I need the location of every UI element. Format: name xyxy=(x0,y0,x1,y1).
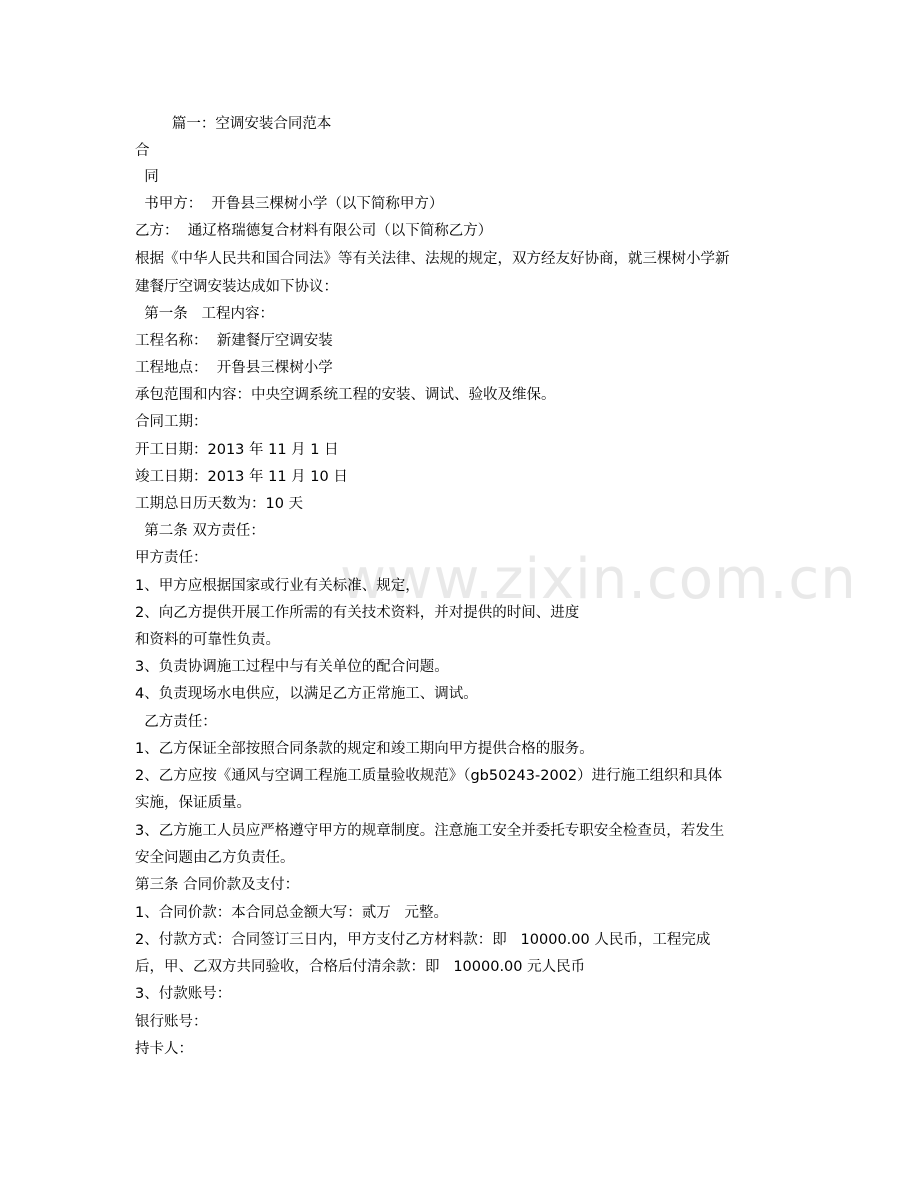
doc-line: 第一条 工程内容： xyxy=(135,306,275,322)
doc-line: 工程名称： 新建餐厅空调安装 xyxy=(135,333,333,349)
doc-line: 3、乙方施工人员应严格遵守甲方的规章制度。注意施工安全并委托专职安全检查员，若发生 xyxy=(135,823,725,839)
doc-line: 2、付款方式：合同签订三日内，甲方支付乙方材料款：即 10000.00 人民币，工程完成 xyxy=(135,932,711,948)
doc-line: 3、负责协调施工过程中与有关单位的配合问题。 xyxy=(135,659,449,675)
doc-line: 1、乙方保证全部按照合同条款的规定和竣工期向甲方提供合格的服务。 xyxy=(135,741,594,757)
doc-line: 篇一：空调安装合同范本 xyxy=(135,116,332,132)
doc-line: 1、甲方应根据国家或行业有关标准、规定， xyxy=(135,578,420,594)
doc-line: 合同工期： xyxy=(135,414,208,430)
doc-line: 根据《中华人民共和国合同法》等有关法律、法规的规定，双方经友好协商，就三棵树小学新 xyxy=(135,251,730,267)
doc-line: 和资料的可靠性负责。 xyxy=(135,632,280,648)
doc-line: 1、合同价款：本合同总金额大写：贰万 元整。 xyxy=(135,905,449,921)
doc-line: 第二条 双方责任： xyxy=(135,523,265,539)
doc-line: 4、负责现场水电供应，以满足乙方正常施工、调试。 xyxy=(135,686,478,702)
doc-line: 实施，保证质量。 xyxy=(135,795,251,811)
doc-line: 乙方： 通辽格瑞德复合材料有限公司（以下简称乙方） xyxy=(135,223,493,239)
doc-line: 合 xyxy=(135,143,150,159)
doc-line: 3、付款账号： xyxy=(135,986,232,1002)
doc-line: 承包范围和内容：中央空调系统工程的安装、调试、验收及维保。 xyxy=(135,387,556,403)
doc-line: 安全问题由乙方负责任。 xyxy=(135,850,295,866)
doc-line: 工程地点： 开鲁县三棵树小学 xyxy=(135,360,333,376)
doc-line: 2、乙方应按《通风与空调工程施工质量验收规范》（gb50243-2002）进行施工组织和具体 xyxy=(135,768,723,784)
doc-line: 开工日期：2013 年 11 月 1 日 xyxy=(135,442,339,458)
doc-line: 银行账号： xyxy=(135,1014,208,1030)
doc-line: 乙方责任： xyxy=(135,714,217,730)
doc-line: 持卡人： xyxy=(135,1041,193,1057)
doc-line: 同 xyxy=(135,169,159,185)
doc-line: 第三条 合同价款及支付： xyxy=(135,877,300,893)
doc-line: 后，甲、乙双方共同验收，合格后付清余款：即 10000.00 元人民币 xyxy=(135,959,586,975)
doc-line: 竣工日期：2013 年 11 月 10 日 xyxy=(135,469,348,485)
doc-line: 建餐厅空调安装达成如下协议： xyxy=(135,279,338,295)
doc-line: 工期总日历天数为：10 天 xyxy=(135,496,304,512)
watermark: www.zixin.com.cn xyxy=(340,547,857,612)
doc-line: 甲方责任： xyxy=(135,550,208,566)
doc-line: 书甲方： 开鲁县三棵树小学（以下简称甲方） xyxy=(135,196,444,212)
doc-line: 2、向乙方提供开展工作所需的有关技术资料，并对提供的时间、进度 xyxy=(135,605,580,621)
